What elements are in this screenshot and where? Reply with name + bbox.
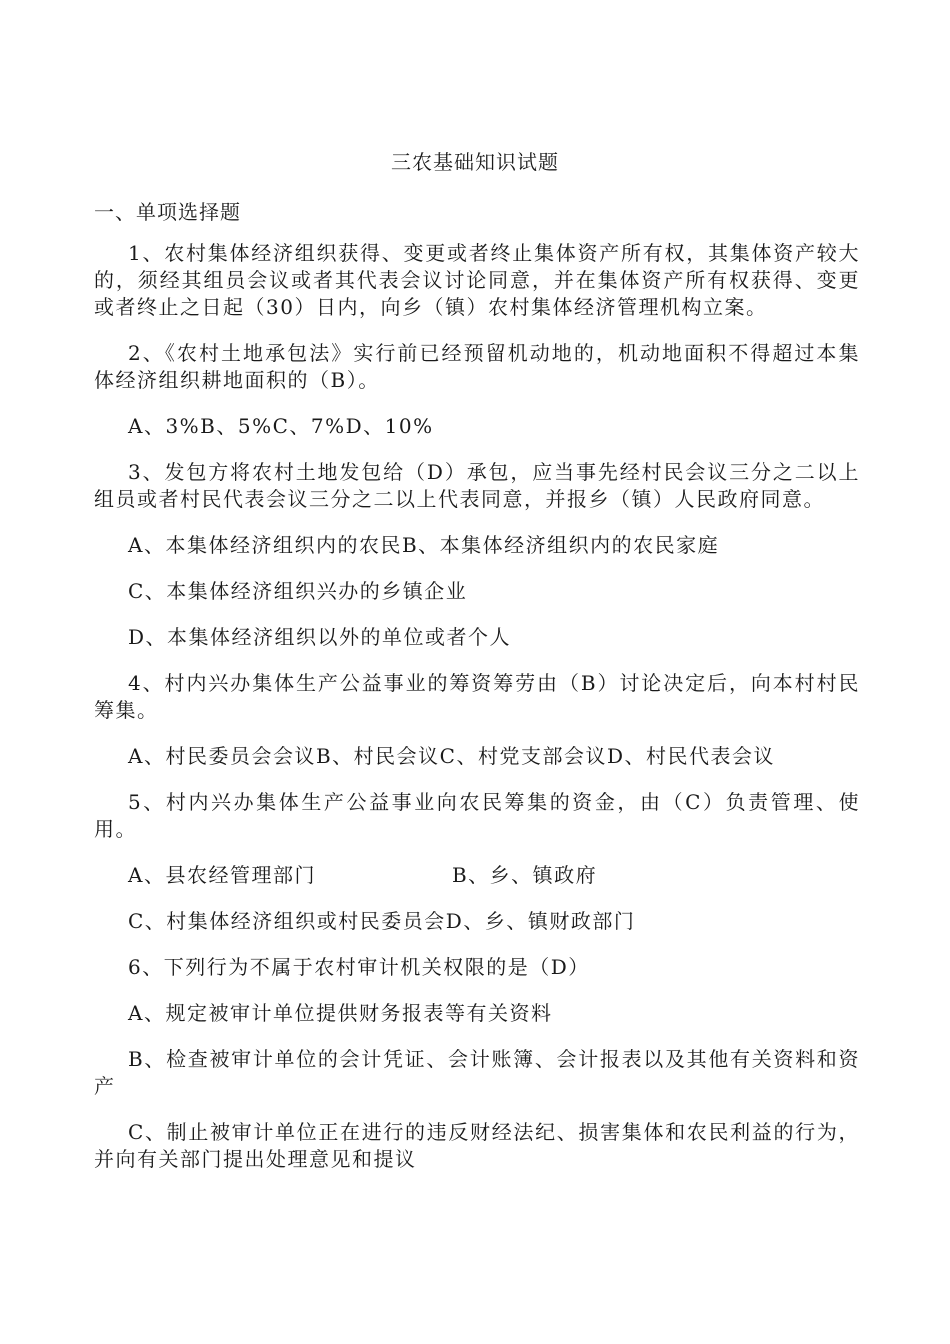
question-6: 6、下列行为不属于农村审计机关权限的是（D） — [128, 955, 590, 979]
question-2: 2、《农村土地承包法》实行前已经预留机动地的，机动地面积不得超过本集体经济组织耕地面积的（B）。 — [94, 341, 860, 392]
question-5-option-b: B、乡、镇政府 — [451, 863, 598, 887]
question-5-option-a: A、县农经管理部门 — [128, 863, 316, 887]
question-6-option-b: B、检查被审计单位的会计凭证、会计账簿、会计报表以及其他有关资料和资产 — [94, 1047, 860, 1098]
question-5: 5、村内兴办集体生产公益事业向农民筹集的资金，由（C）负责管理、使用。 — [94, 790, 860, 841]
question-3-option-c: C、本集体经济组织兴办的乡镇企业 — [128, 579, 468, 603]
question-4: 4、村内兴办集体生产公益事业的筹资筹劳由（B）讨论决定后，向本村村民筹集。 — [94, 671, 860, 722]
question-3-option-d: D、本集体经济组织以外的单位或者个人 — [128, 625, 512, 649]
question-5-options-ab — [94, 862, 860, 889]
question-2-options: A、3%B、5%C、7%D、10% — [128, 414, 434, 438]
question-6-option-a: A、规定被审计单位提供财务报表等有关资料 — [128, 1001, 553, 1025]
document-title: 三农基础知识试题 — [391, 150, 559, 174]
questions-body — [94, 240, 860, 1192]
question-1: 1、农村集体经济组织获得、变更或者终止集体资产所有权，其集体资产较大的，须经其组员会议或者其代表会议讨论同意，并在集体资产所有权获得、变更或者终止之日起（30）日内，向乡（镇）农村集体经济管理机构立案。 — [94, 241, 860, 319]
question-3: 3、发包方将农村土地发包给（D）承包，应当事先经村民会议三分之二以上组员或者村民代表会议三分之二以上代表同意，并报乡（镇）人民政府同意。 — [94, 460, 860, 511]
question-4-options: A、村民委员会会议B、村民会议C、村党支部会议D、村民代表会议 — [128, 744, 775, 768]
section-heading: 一、单项选择题 — [94, 200, 241, 224]
question-6-option-c: C、制止被审计单位正在进行的违反财经法纪、损害集体和农民利益的行为，并向有关部门提出处理意见和提议 — [94, 1120, 860, 1171]
question-3-option-ab: A、本集体经济组织内的农民B、本集体经济组织内的农民家庭 — [128, 533, 720, 557]
question-5-option-cd: C、村集体经济组织或村民委员会D、乡、镇财政部门 — [128, 909, 636, 933]
